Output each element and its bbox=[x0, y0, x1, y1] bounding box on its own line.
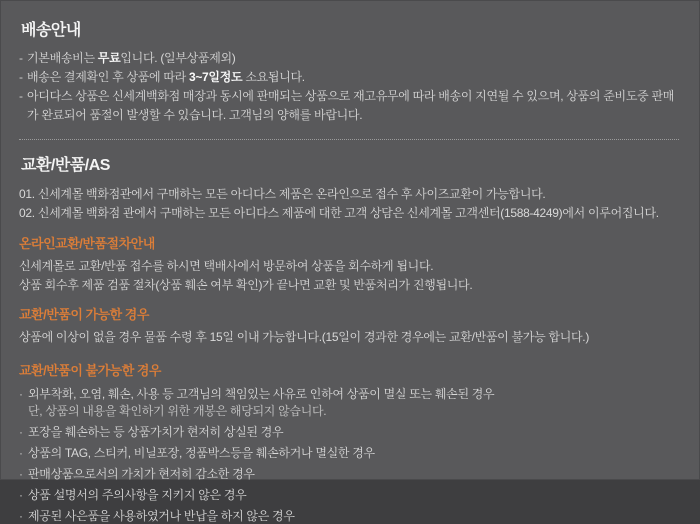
dot-bullet-icon: · bbox=[19, 446, 23, 460]
impossible-case-item bbox=[19, 445, 679, 461]
online-procedure-line-2: 상품 회수후 제품 검품 절차(상품 훼손 여부 확인)가 끝나면 교환 및 반품처리가 진행됩니다. bbox=[19, 278, 473, 292]
impossible-case-text: 판매상품으로서의 가치가 현저히 감소한 경우 bbox=[28, 467, 255, 481]
impossible-case-text: 상품의 TAG, 스티커, 비닐포장, 정품박스등을 훼손하거나 멸실한 경우 bbox=[28, 446, 375, 460]
dot-bullet-icon: · bbox=[19, 387, 23, 401]
dash-bullet-icon: - bbox=[19, 89, 23, 103]
shipping-note-item bbox=[19, 49, 679, 68]
shipping-note-item bbox=[19, 68, 679, 87]
note-text-bold: 무료 bbox=[97, 51, 121, 65]
shipping-note-text bbox=[27, 49, 235, 68]
dot-bullet-icon: · bbox=[19, 467, 23, 481]
impossible-case-row bbox=[19, 466, 679, 482]
exchange-section-title: 교환/반품/AS bbox=[21, 157, 110, 174]
exchange-numbered-line-2: 02. 신세계몰 백화점 관에서 구매하는 모든 아디다스 제품에 대한 고객 상담은 신세계몰 고객센터(1588-4249)에서 이루어집니다. bbox=[19, 206, 659, 220]
panel-content bbox=[1, 1, 699, 524]
impossible-case-text: 외부착화, 오염, 훼손, 사용 등 고객님의 책임있는 사유로 인하여 상품이 멸실 또는 훼손된 경우 bbox=[28, 387, 495, 401]
impossible-case-item bbox=[19, 508, 679, 524]
dot-bullet-icon: · bbox=[19, 488, 23, 502]
dotted-divider bbox=[19, 139, 679, 140]
impossible-case-row bbox=[19, 487, 679, 503]
shipping-section-title: 배송안내 bbox=[21, 22, 81, 39]
exchange-possible-line: 상품에 이상이 없을 경우 물품 수령 후 15일 이내 가능합니다.(15일이 경과한 경우에는 교환/반품이 불가능 합니다.) bbox=[19, 330, 590, 344]
dash-bullet-icon: - bbox=[19, 70, 23, 84]
shipping-note-item bbox=[19, 87, 679, 125]
impossible-case-row bbox=[19, 508, 679, 524]
impossible-case-row bbox=[19, 424, 679, 440]
exchange-possible-heading: 교환/반품이 가능한 경우 bbox=[19, 307, 149, 322]
shipping-section bbox=[19, 21, 679, 125]
shipping-notes-list bbox=[19, 49, 679, 125]
exchange-return-as-section bbox=[19, 156, 679, 524]
exchange-numbered-line-1: 01. 신세계몰 백화점관에서 구매하는 모든 아디다스 제품은 온라인으로 접수 후 사이즈교환이 가능합니다. bbox=[19, 187, 546, 201]
shipping-note-text bbox=[27, 87, 679, 125]
note-text-pre: 배송은 결제확인 후 상품에 따라 bbox=[27, 70, 189, 84]
note-text-bold: 3~7일정도 bbox=[188, 70, 243, 84]
impossible-case-item bbox=[19, 466, 679, 482]
impossible-case-item bbox=[19, 424, 679, 440]
impossible-case-text: 상품 설명서의 주의사항을 지키지 않은 경우 bbox=[28, 488, 247, 502]
impossible-case-note: 단, 상품의 내용을 확인하기 위한 개봉은 해당되지 않습니다. bbox=[28, 404, 327, 418]
dot-bullet-icon: · bbox=[19, 509, 23, 523]
note-text-pre: 아디다스 상품은 신세계백화점 매장과 동시에 판매되는 상품으로 재고유무에 따라 배송이 지연될 수 있으며, 상품의 준비도중 판매가 완료되어 품절이 발생할 수 있습니다. 고객님의 양해를 바랍니다. bbox=[27, 89, 675, 122]
dash-bullet-icon: - bbox=[19, 51, 23, 65]
note-text-post: 입니다. (일부상품제외) bbox=[120, 51, 236, 65]
note-text-post: 소요됩니다. bbox=[242, 70, 305, 84]
online-procedure-heading: 온라인교환/반품절차안내 bbox=[19, 236, 155, 251]
note-text-pre: 기본배송비는 bbox=[27, 51, 98, 65]
exchange-impossible-list bbox=[19, 386, 679, 524]
impossible-case-row bbox=[19, 386, 679, 402]
exchange-impossible-heading: 교환/반품이 불가능한 경우 bbox=[19, 363, 161, 378]
impossible-case-row bbox=[19, 445, 679, 461]
impossible-case-item bbox=[19, 487, 679, 503]
impossible-case-item bbox=[19, 386, 679, 419]
dot-bullet-icon: · bbox=[19, 425, 23, 439]
impossible-case-text: 제공된 사은품을 사용하였거나 반납을 하지 않은 경우 bbox=[28, 509, 295, 523]
impossible-case-text: 포장을 훼손하는 등 상품가치가 현저히 상실된 경우 bbox=[28, 425, 284, 439]
shipping-note-text bbox=[27, 68, 305, 87]
online-procedure-line-1: 신세계몰로 교환/반품 접수를 하시면 택배사에서 방문하여 상품을 회수하게 됩니다. bbox=[19, 259, 434, 273]
